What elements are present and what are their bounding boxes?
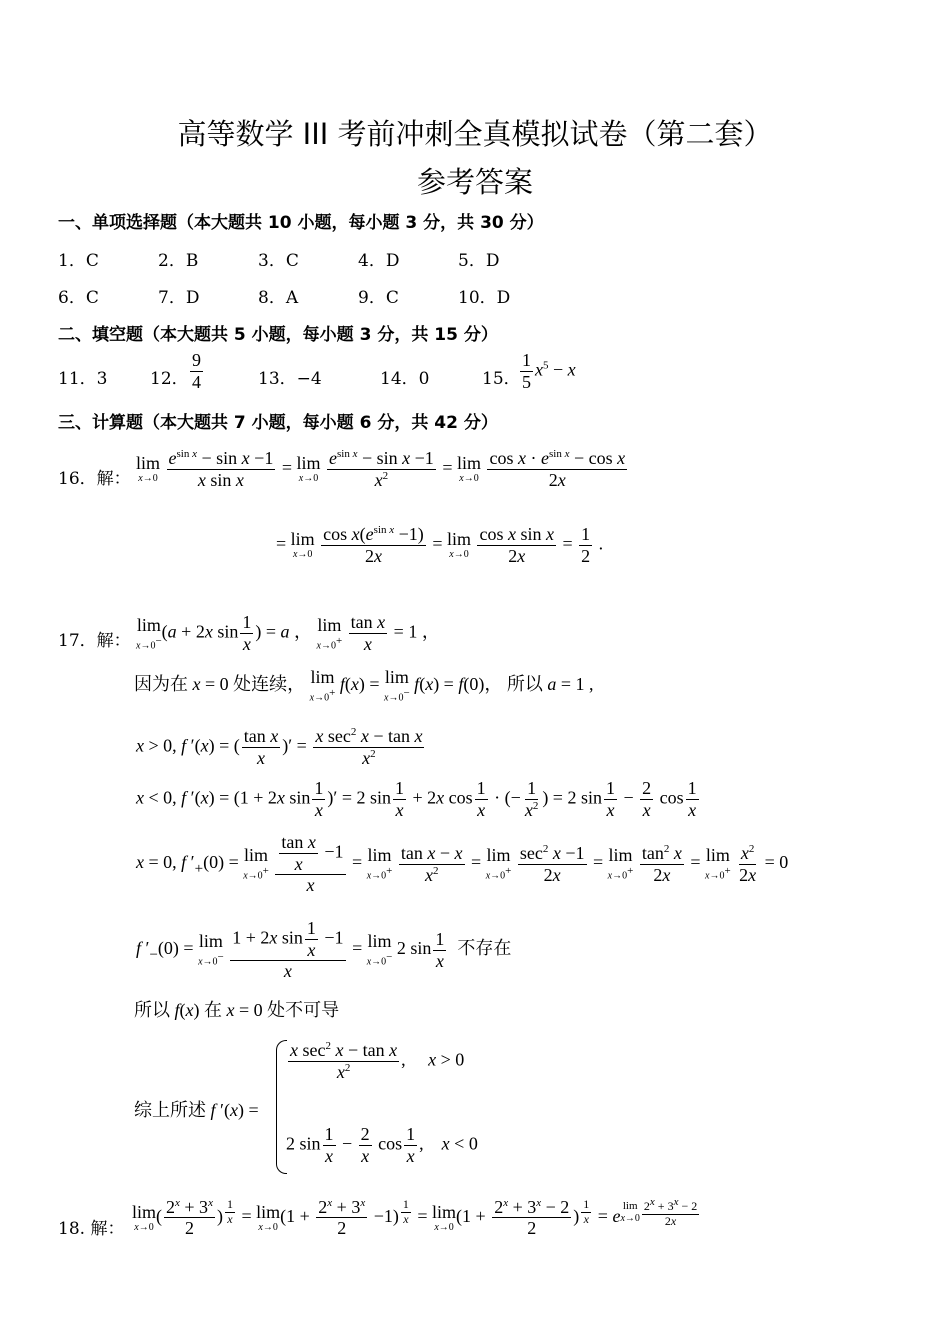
answer-15-label: 15． (482, 369, 521, 389)
answer-14: 14．0 (380, 369, 430, 389)
answer-13: 13．−4 (258, 369, 322, 389)
q17-label: 17．解： (58, 631, 131, 651)
q16-line2: = lim x→0 $\frac{\cos x(e^{sin x} -1)}{2x}$ = lim x→0 $\frac{\text{cos x sin x}}{2x}$ = $\frac{1}{2}$ . (276, 524, 604, 566)
answer-6: 6．C (58, 288, 99, 308)
answer-5: 5．D (458, 251, 500, 271)
answer-11: 11．3 (58, 369, 108, 389)
section-1-heading: 一、单项选择题（本大题共 10 小题，每小题 3 分，共 30 分） (58, 213, 544, 233)
answer-10: 10．D (458, 288, 511, 308)
q17-continuity-text2: 处连续， (233, 673, 306, 694)
q17-line1: lim x→0− (a + 2x sin $\frac{1}{x}$ ) = a ， lim x→0+ $\frac{\text{tan x}}{x}$ = 1 ， (136, 612, 440, 654)
q16-label: 16．解： (58, 469, 131, 489)
q17-not-exist: 不存在 (457, 938, 512, 959)
q17-not-diff-a: 所以 (134, 1000, 170, 1020)
q16-line1: lim x→0 $\frac{e^{sin x} - \sin x -1}{\text{x sin x}}$ = lim x→0 $\frac{e^{sin x} - \sin x -1}{x^2}$ = lim x→0 $\frac{\cos x \cdot e^{sin x} - \cos x}{2x}$ (136, 448, 626, 490)
piecewise-case-1: $\frac{x \sec^2 x - \tan x}{x^2}$ , x > 0 (290, 1040, 465, 1082)
answer-1: 1．C (58, 251, 99, 271)
q17-line2: 因为在 x = 0 处连续， lim x→0+ f(x) = lim x→0− f(x) = f(0)， 所以 a = 1 , (134, 667, 594, 704)
q17-summary: 综上所述 f ′(x) = (134, 1100, 259, 1120)
page-subtitle: 参考答案 (416, 165, 533, 199)
answer-12-label: 12． (150, 369, 189, 389)
answer-12-value: $\frac{9}{4}$ (192, 350, 201, 392)
answer-7: 7．D (158, 288, 200, 308)
q18-label: 18. 解： (58, 1219, 125, 1239)
q17-line3: x > 0, f ′(x) = ( $\frac{\text{tan x}}{x}$ )′ = $\frac{x \sec^2 x - \tan x}{x^2}$ (136, 726, 423, 768)
answer-3: 3．C (258, 251, 299, 271)
answer-8: 8．A (258, 288, 299, 308)
page-title: 高等数学 III 考前冲刺全真模拟试卷（第二套） (177, 117, 773, 151)
q17-line6: f $'_-(0)$ = lim x→0− 1 + 2x sin $\frac{1}{x}$ −1 x = lim x→0− 2 sin $\frac{1}{x}$ 不存在 (136, 918, 512, 982)
q17-not-diff-c: 处不可导 (267, 1000, 340, 1020)
q17-summary-text: 综上所述 (134, 1100, 206, 1120)
q17-not-diff-b: 在 (204, 1000, 223, 1020)
q18-line1: lim x→0 ( $\frac{2^x + 3^x}{2}$ ) $^{\frac{1}{x}}$ = lim x→0 (1 + $\frac{2^x + 3^x}{2}$ −1) $^{\frac{1}{x}}$ = lim x→0 (1 + $\frac{2^x + 3^x - 2}{2}$ ) $^{\frac{1}{x}}$ = e $^{lim x\to 0 \frac{2^x + 3^x - 2}{2x}}$ (132, 1196, 698, 1239)
q17-line5: x = 0, f $'_+(0)$ = lim x→0+ $\frac{\text{tan x}}{x}$ −1 x = lim x→0+ $\frac{\text{tan x − x}}{x^2}$ = lim x→0+ $\frac{\sec^2 x -1}{2x}$ = lim x→0+ $\frac{\tan^2 x}{2x}$ = lim x→0+ $\frac{x^2}{2x}$ = 0 (136, 832, 789, 896)
answer-15-value: $\frac{1}{5}$ $x^5 - x$ (522, 350, 576, 392)
q17-so-text: 所以 (506, 673, 543, 694)
q17-line4: x < 0, f ′(x) = (1 + 2x sin $\frac{1}{x}$ )′ = 2 sin $\frac{1}{x}$ + 2x cos $\frac{1}{x}$ · (− $\frac{1}{x^2}$ ) = 2 sin $\frac{1}{x}$ − $\frac{2}{x}$ cos $\frac{1}{x}$ (136, 778, 697, 820)
answer-4: 4．D (358, 251, 400, 271)
section-3-heading: 三、计算题（本大题共 7 小题，每小题 6 分，共 42 分） (58, 413, 498, 433)
answer-2: 2．B (158, 251, 199, 271)
q17-line7: 所以 f(x) 在 x = 0 处不可导 (134, 1000, 340, 1020)
piecewise-case-2: 2 sin $\frac{1}{x}$ − $\frac{2}{x}$ cos $\frac{1}{x}$ , x < 0 (286, 1124, 478, 1166)
answer-9: 9．C (358, 288, 399, 308)
section-2-heading: 二、填空题（本大题共 5 小题，每小题 3 分，共 15 分） (58, 325, 498, 345)
q17-continuity-text: 因为在 (134, 673, 188, 694)
